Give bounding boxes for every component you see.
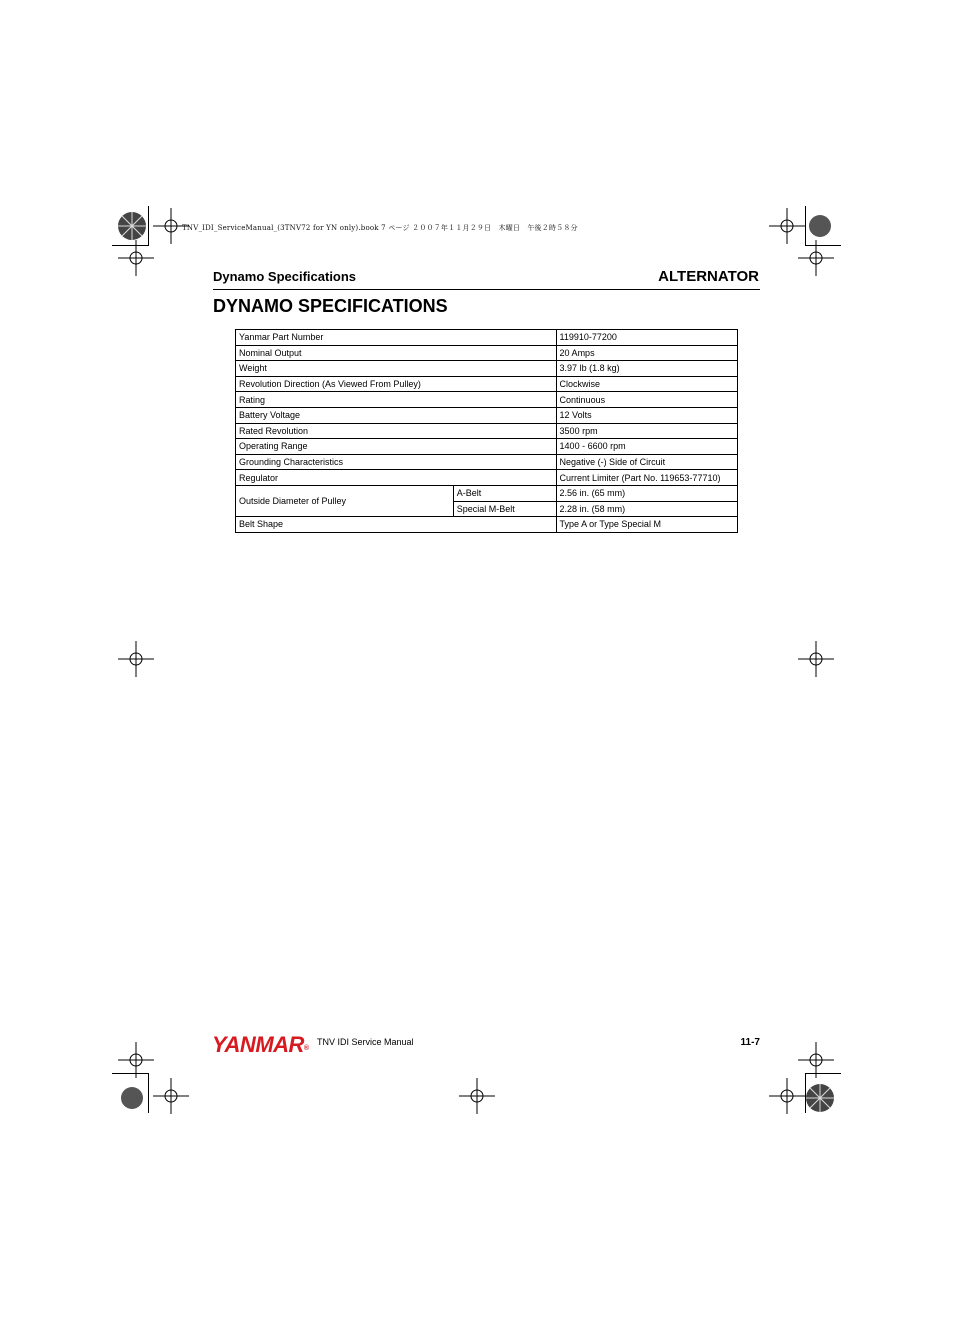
table-row xyxy=(236,485,738,501)
table-row xyxy=(236,407,738,423)
crop-line xyxy=(805,245,841,246)
spec-value: 3500 rpm xyxy=(556,423,737,439)
spec-value: 2.56 in. (65 mm) xyxy=(556,485,737,501)
spec-value: 1400 - 6600 rpm xyxy=(556,439,737,455)
yanmar-logo xyxy=(212,1032,309,1058)
registration-mark-icon xyxy=(112,1078,152,1118)
spec-value: 12 Volts xyxy=(556,407,737,423)
spec-table-body xyxy=(236,330,738,533)
spec-label: Belt Shape xyxy=(236,517,557,533)
spec-sublabel: A-Belt xyxy=(453,485,556,501)
table-row xyxy=(236,423,738,439)
spec-value: Negative (-) Side of Circuit xyxy=(556,454,737,470)
logo-text: YANMAR xyxy=(212,1032,304,1057)
spec-value: 119910-77200 xyxy=(556,330,737,346)
spec-sublabel: Special M-Belt xyxy=(453,501,556,517)
table-row xyxy=(236,345,738,361)
crop-line xyxy=(805,1073,841,1074)
spec-value: 20 Amps xyxy=(556,345,737,361)
spec-value: Continuous xyxy=(556,392,737,408)
page-number: 11-7 xyxy=(740,1037,760,1048)
crosshair-icon xyxy=(153,1078,189,1114)
table-row xyxy=(236,454,738,470)
spec-value: Type A or Type Special M xyxy=(556,517,737,533)
table-row xyxy=(236,517,738,533)
spec-label: Weight xyxy=(236,361,557,377)
spec-label: Battery Voltage xyxy=(236,407,557,423)
table-row xyxy=(236,392,738,408)
spec-label: Operating Range xyxy=(236,439,557,455)
crop-line xyxy=(805,1073,806,1113)
crosshair-icon xyxy=(459,1078,495,1114)
table-row xyxy=(236,470,738,486)
crop-line xyxy=(148,1073,149,1113)
table-row xyxy=(236,361,738,377)
footer-manual-title: TNV IDI Service Manual xyxy=(317,1037,414,1047)
spec-value: Clockwise xyxy=(556,376,737,392)
registered-mark: ® xyxy=(303,1045,309,1052)
spec-value: 2.28 in. (58 mm) xyxy=(556,501,737,517)
section-title: Dynamo Specifications xyxy=(213,269,357,284)
spec-label: Nominal Output xyxy=(236,345,557,361)
crop-line xyxy=(148,206,149,246)
spec-value: Current Limiter (Part No. 119653-77710) xyxy=(556,470,737,486)
spec-label: Yanmar Part Number xyxy=(236,330,557,346)
crosshair-icon xyxy=(118,641,154,677)
spec-label: Rated Revolution xyxy=(236,423,557,439)
table-row xyxy=(236,330,738,346)
spec-value: 3.97 lb (1.8 kg) xyxy=(556,361,737,377)
spec-label: Regulator xyxy=(236,470,557,486)
crosshair-icon xyxy=(769,1078,805,1114)
crop-line xyxy=(112,1073,148,1074)
print-header: TNV_IDI_ServiceManual_(3TNV72 for YN only).book 7 ページ ２００７年１１月２９日 木曜日 午後２時５８分 xyxy=(182,224,578,232)
crop-line xyxy=(112,245,148,246)
table-row xyxy=(236,376,738,392)
page-title: DYNAMO SPECIFICATIONS xyxy=(213,296,448,316)
spec-label: Grounding Characteristics xyxy=(236,454,557,470)
spec-label: Revolution Direction (As Viewed From Pulley) xyxy=(236,376,557,392)
chapter-title: ALTERNATOR xyxy=(658,268,759,285)
table-row xyxy=(236,439,738,455)
registration-mark-icon xyxy=(800,1078,840,1118)
crosshair-icon xyxy=(798,641,834,677)
crosshair-icon xyxy=(769,208,805,244)
header-rule xyxy=(213,289,760,290)
spec-table xyxy=(235,329,738,533)
crop-line xyxy=(805,206,806,246)
spec-label: Rating xyxy=(236,392,557,408)
spec-label: Outside Diameter of Pulley xyxy=(236,485,454,516)
